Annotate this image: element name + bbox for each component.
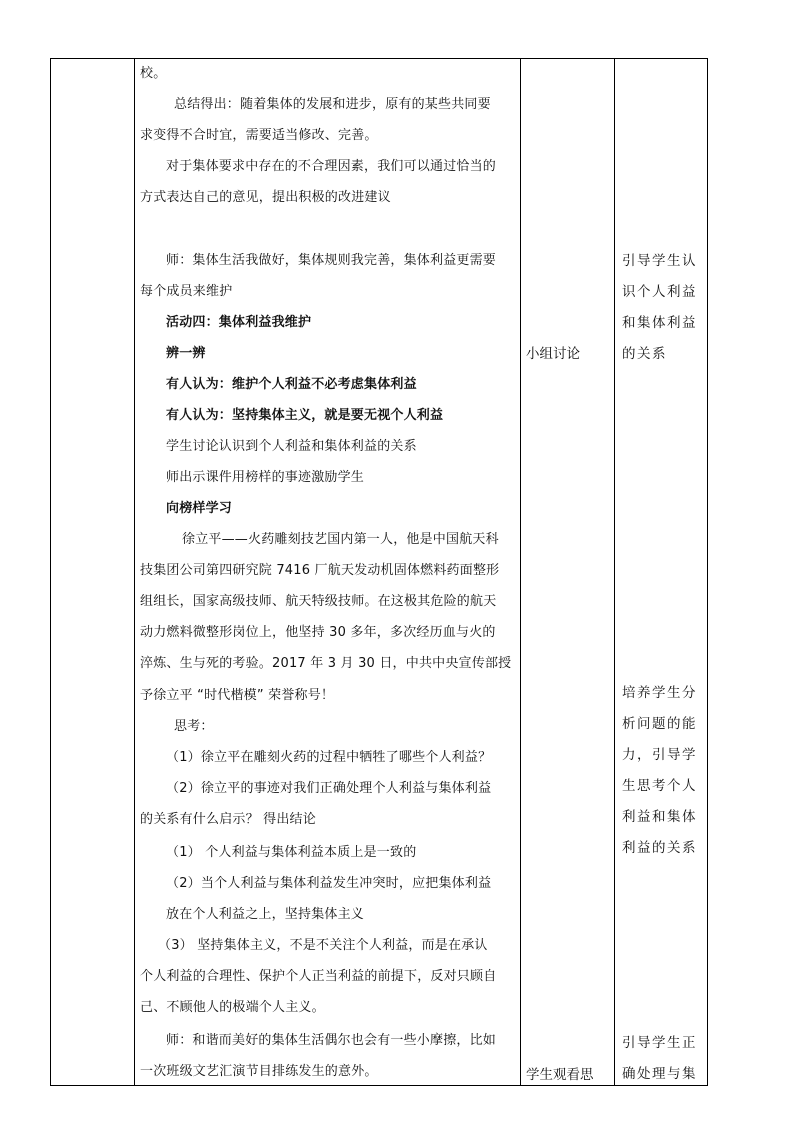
content-line: 活动四：集体利益我维护: [166, 315, 312, 330]
design-intent-text: 培养学生分析问题的能力，引导学生思考个人利益和集体利益的关系: [622, 685, 697, 856]
content-line: 师：和谐而美好的集体生活偶尔也会有一些小摩擦，比如: [166, 1033, 497, 1048]
activity-label: 小组讨论: [526, 346, 580, 362]
content-line: 师出示课件用榜样的事迹激励学生: [166, 470, 365, 485]
content-line: （2）徐立平的事迹对我们正确处理个人利益与集体利益: [166, 781, 492, 796]
content-line: 校。: [140, 66, 167, 81]
content-line: 师：集体生活我做好，集体规则我完善，集体利益更需要: [166, 253, 497, 268]
content-line: 淬炼、生与死的考验。2017 年 3 月 30 日，中共中央宣传部授: [140, 656, 512, 671]
content-line: 对于集体要求中存在的不合理因素，我们可以通过恰当的: [166, 159, 497, 174]
content-line: 方式表达自己的意见，提出积极的改进建议: [140, 190, 391, 205]
content-line: （1） 个人利益与集体利益本质上是一致的: [166, 845, 417, 860]
content-line: 放在个人利益之上，坚持集体主义: [166, 907, 365, 922]
content-line: 技集团公司第四研究院 7416 厂航天发动机固体燃料药面整形: [140, 563, 500, 578]
content-line: 辨一辨: [166, 346, 206, 361]
column-divider-1: [134, 59, 135, 1085]
column-divider-2: [520, 59, 521, 1085]
content-line: 动力燃料微整形岗位上，他坚持 30 多年，多次经历血与火的: [140, 625, 496, 640]
content-line: 总结得出：随着集体的发展和进步，原有的某些共同要: [174, 97, 491, 112]
content-line: 徐立平——火药雕刻技艺国内第一人，他是中国航天科: [182, 532, 499, 547]
content-line: 有人认为：坚持集体主义，就是要无视个人利益: [166, 408, 444, 423]
content-line: 己、不顾他人的极端个人主义。: [140, 1000, 325, 1015]
content-line: 思考：: [174, 719, 214, 734]
content-line: （2）当个人利益与集体利益发生冲突时，应把集体利益: [166, 876, 492, 891]
design-intent-text: 引导学生认识个人利益和集体利益的关系: [622, 253, 697, 362]
content-line: 的关系有什么启示？ 得出结论: [140, 812, 316, 827]
design-intent-text: 引导学生正确处理与集: [622, 1035, 697, 1082]
content-line: 有人认为：维护个人利益不必考虑集体利益: [166, 377, 417, 392]
content-line: 予徐立平 “时代楷模” 荣誉称号！: [140, 688, 335, 703]
content-line: 向榜样学习: [166, 501, 233, 516]
content-line: （3） 坚持集体主义，不是不关注个人利益，而是在承认: [158, 938, 488, 953]
content-line: （1）徐立平在雕刻火药的过程中牺牲了哪些个人利益？: [166, 750, 492, 765]
content-line: 个人利益的合理性、保护个人正当利益的前提下，反对只顾自: [140, 969, 497, 984]
column-divider-3: [614, 59, 615, 1085]
content-line: 求变得不合时宜，需要适当修改、完善。: [140, 128, 378, 143]
content-line: 每个成员来维护: [140, 284, 233, 299]
content-line: 组组长，国家高级技师、航天特级技师。在这极其危险的航天: [140, 594, 497, 609]
content-line: 学生讨论认识到个人利益和集体利益的关系: [166, 439, 417, 454]
content-line: 一次班级文艺汇演节目排练发生的意外。: [140, 1064, 378, 1079]
activity-label: 学生观看思: [526, 1067, 594, 1083]
